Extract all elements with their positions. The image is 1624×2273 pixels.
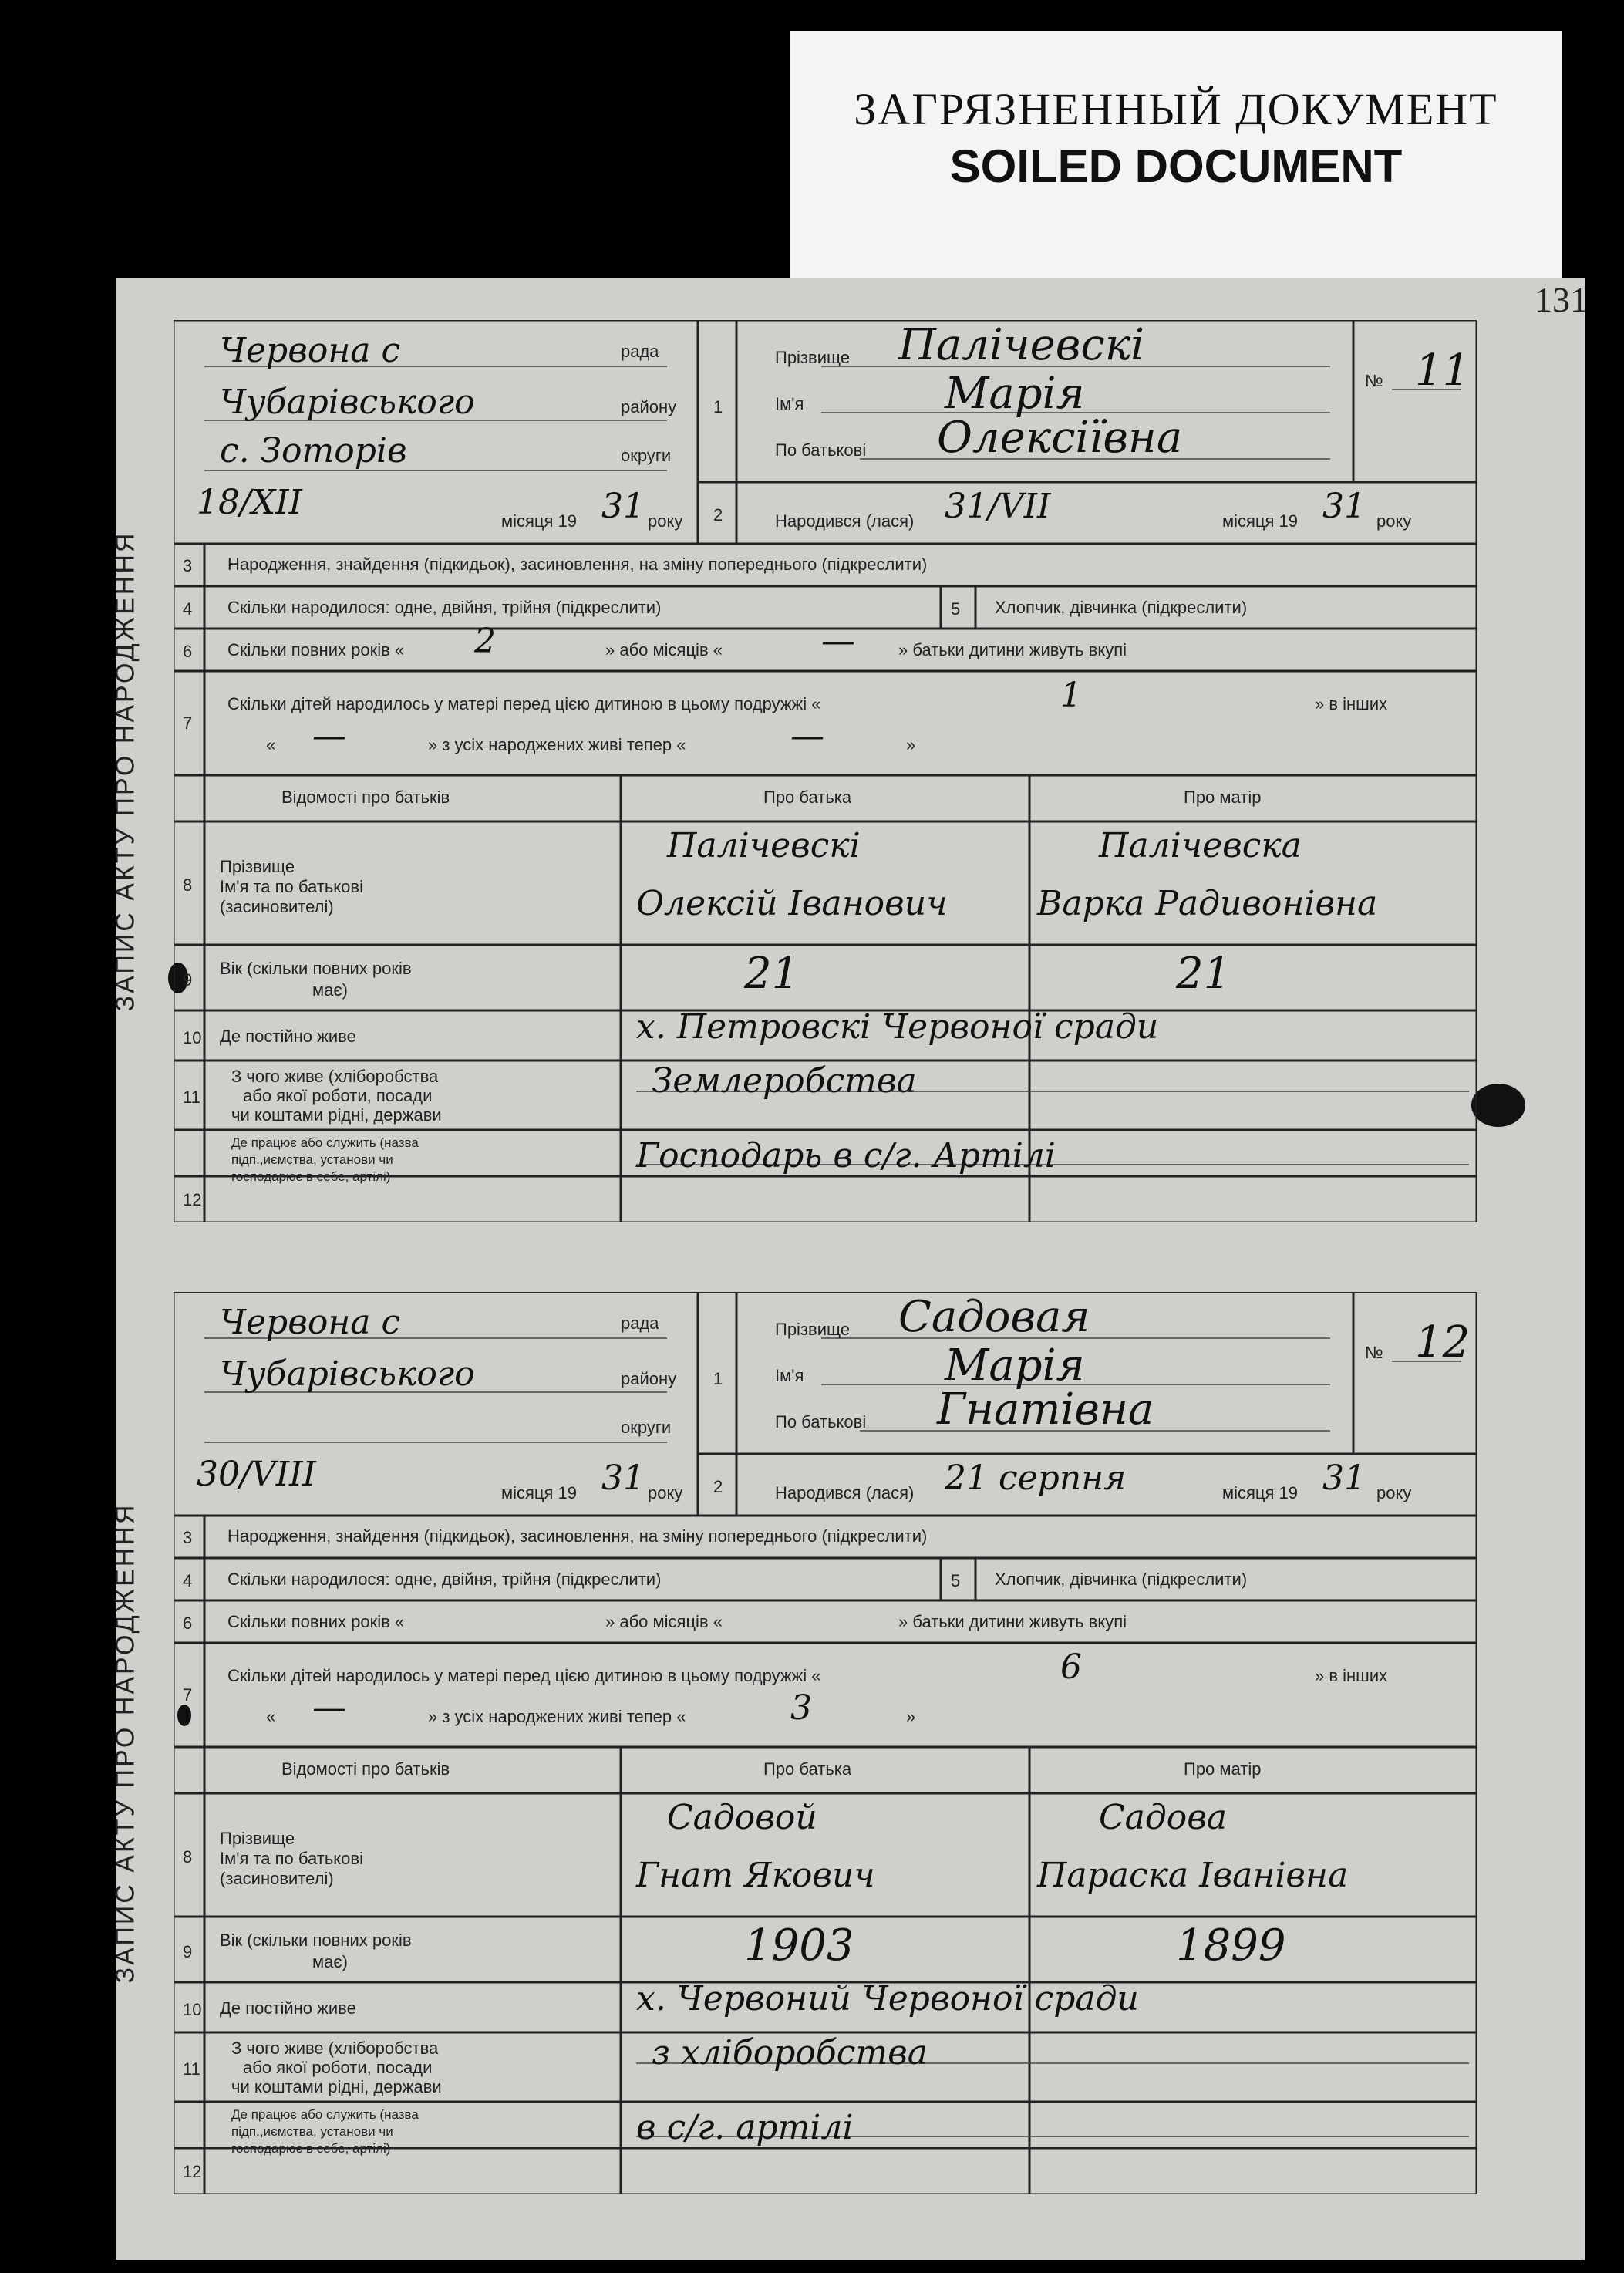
father-surname: Садовой	[667, 1798, 817, 1837]
birth-record-11	[110, 320, 1477, 1222]
row-number: 11	[183, 1088, 200, 1107]
workplace-label: Де працює або служить (назва	[231, 1135, 419, 1150]
registration-year: 31	[601, 487, 645, 526]
row-number: 9	[183, 970, 193, 990]
record-number: 11	[1415, 346, 1471, 396]
row-number: 11	[183, 2059, 200, 2079]
born-label: Народився (лася)	[775, 1483, 915, 1502]
stain	[1471, 1084, 1525, 1127]
sex-text: Хлопчик, дівчинка (підкреслити)	[995, 1570, 1248, 1589]
row-number: 3	[183, 1528, 193, 1547]
rada-label: рада	[621, 342, 659, 361]
raion-label: району	[621, 397, 677, 416]
mother-name: Параска Іванівна	[1037, 1856, 1349, 1895]
years-together-label: Скільки повних років «	[227, 640, 405, 659]
quote-close: »	[906, 735, 916, 754]
record-number: 12	[1415, 1317, 1471, 1368]
child-name: Марія	[945, 369, 1085, 419]
reg-month-label: місяця 19	[501, 511, 578, 531]
mother-name: Варка Радивонівна	[1037, 884, 1378, 923]
rada-value: Червона с	[220, 1303, 401, 1342]
father-name: Олексій Іванович	[636, 884, 948, 923]
child-surname: Палічевскі	[898, 320, 1145, 370]
parent-name-label: Ім'я та по батькові	[220, 1849, 363, 1868]
children-alive: 3	[790, 1688, 812, 1728]
children-before-label: Скільки дітей народилось у матері перед цією дитиною в цьому подружжі «	[227, 1666, 821, 1685]
event-type-text: Народження, знайдення (підкидьок), засиновлення, на зміну попереднього (підкреслити)	[227, 555, 928, 574]
children-before: 1	[1060, 676, 1082, 715]
patronymic-label: По батькові	[775, 440, 867, 460]
stamp-russian: ЗАГРЯЗНЕННЫЙ ДОКУМЕНТ	[854, 84, 1498, 134]
mother-surname: Палічевска	[1099, 826, 1302, 865]
mother-surname: Садова	[1099, 1798, 1228, 1837]
children-alive-label: » з усіх народжених живі тепер «	[428, 1707, 686, 1726]
age-label: Вік (скільки повних років	[220, 959, 412, 978]
mother-header: Про матір	[1184, 787, 1262, 807]
event-type-text: Народження, знайдення (підкидьок), засиновлення, на зміну попереднього (підкреслити)	[227, 1526, 928, 1546]
children-other: —	[312, 1688, 346, 1728]
occupation: з хліборобства	[652, 2033, 928, 2072]
births-count-text: Скільки народилося: одне, двійня, трійня (підкреслити)	[227, 598, 662, 617]
surname-label: Прізвище	[775, 348, 851, 367]
mother-age: 21	[1176, 949, 1231, 999]
occupation: Землеробства	[652, 1061, 917, 1101]
okrug-value: с. Зоторів	[220, 431, 407, 470]
stamp-english: SOILED DOCUMENT	[949, 140, 1403, 192]
number-label: №	[1365, 1343, 1383, 1362]
number-label: №	[1365, 371, 1383, 390]
father-age: 21	[744, 949, 800, 999]
father-name: Гнат Якович	[636, 1856, 875, 1895]
side-title: ЗАПИС АКТУ ПРО НАРОДЖЕННЯ	[110, 531, 140, 1012]
raion-label: району	[621, 1369, 677, 1388]
child-surname: Садовая	[898, 1292, 1090, 1342]
born-label: Народився (лася)	[775, 511, 915, 531]
row-number: 2	[713, 1477, 723, 1496]
living-together-label: » батьки дитини живуть вкупі	[898, 1612, 1127, 1631]
okrug-label: округи	[621, 1418, 672, 1437]
workplace-label-3: господарює в себе, артілі)	[231, 2141, 391, 2156]
row-number: 8	[183, 1847, 193, 1867]
birth-month-label: місяця 19	[1222, 511, 1299, 531]
occupation-label-3: чи коштами рідні, держави	[231, 1105, 442, 1125]
side-title: ЗАПИС АКТУ ПРО НАРОДЖЕННЯ	[110, 1502, 140, 1984]
row-number: 5	[951, 1571, 961, 1590]
workplace-label-2: підп.,иємства, установи чи	[231, 2124, 393, 2139]
parent-surname-label: Прізвище	[220, 1829, 295, 1848]
row-number: 3	[183, 556, 193, 575]
adoptive-label: (засиновителі)	[220, 1869, 334, 1888]
row-number: 10	[183, 2000, 202, 2019]
reg-year-label: року	[648, 1483, 683, 1502]
residence: х. Червоний Червоної сради	[636, 1979, 1139, 2018]
months-together-label: » або місяців «	[605, 1612, 723, 1631]
row-number: 1	[713, 397, 723, 416]
parents-header: Відомості про батьків	[281, 1759, 450, 1779]
age-label-2: має)	[312, 1952, 348, 1971]
reg-year-label: року	[648, 511, 683, 531]
row-number: 7	[183, 713, 193, 733]
occupation-label-2: або якої роботи, посади	[243, 1086, 433, 1105]
row-number: 6	[183, 642, 193, 661]
parent-surname-label: Прізвище	[220, 857, 295, 876]
children-alive: —	[790, 717, 824, 756]
birth-date: 21 серпня	[945, 1459, 1127, 1498]
parent-name-label: Ім'я та по батькові	[220, 877, 363, 896]
age-label: Вік (скільки повних років	[220, 1931, 412, 1950]
raion-value: Чубарівського	[220, 383, 475, 422]
child-patronymic: Олексіївна	[937, 413, 1183, 463]
surname-label: Прізвище	[775, 1320, 851, 1339]
birth-year: 31	[1322, 487, 1366, 526]
row-number: 10	[183, 1028, 202, 1047]
children-alive-label: » з усіх народжених живі тепер «	[428, 735, 686, 754]
row-number: 2	[713, 505, 723, 524]
rada-label: рада	[621, 1314, 659, 1333]
birth-year-label: року	[1376, 1483, 1412, 1502]
quote-open: «	[266, 1707, 276, 1726]
child-name: Марія	[945, 1341, 1085, 1391]
residence-label: Де постійно живе	[220, 1027, 356, 1046]
row-number: 1	[713, 1369, 723, 1388]
age-label-2: має)	[312, 980, 348, 1000]
children-before-label: Скільки дітей народилось у матері перед цією дитиною в цьому подружжі «	[227, 694, 821, 713]
row-number: 12	[183, 2162, 202, 2181]
okrug-label: округи	[621, 446, 672, 465]
mother-age: 1899	[1176, 1921, 1286, 1971]
years-together-label: Скільки повних років «	[227, 1612, 405, 1631]
father-age: 1903	[744, 1921, 854, 1971]
residence: х. Петровскі Червоної сради	[636, 1007, 1159, 1047]
registration-date: 18/XII	[197, 483, 302, 522]
children-before: 6	[1060, 1647, 1082, 1687]
workplace-label-2: підп.,иємства, установи чи	[231, 1152, 393, 1167]
quote-open: «	[266, 735, 276, 754]
reg-month-label: місяця 19	[501, 1483, 578, 1502]
quote-close: »	[906, 1707, 916, 1726]
row-number: 9	[183, 1942, 193, 1961]
months-together: —	[821, 622, 855, 661]
occupation-label-3: чи коштами рідні, держави	[231, 2077, 442, 2096]
row-number: 4	[183, 1571, 193, 1590]
birth-record-12	[110, 1292, 1477, 2194]
mother-header: Про матір	[1184, 1759, 1262, 1779]
workplace-label-3: господарює в себе, артілі)	[231, 1169, 391, 1184]
row-number: 5	[951, 599, 961, 619]
living-together-label: » батьки дитини живуть вкупі	[898, 640, 1127, 659]
adoptive-label: (засиновителі)	[220, 897, 334, 916]
sex-text: Хлопчик, дівчинка (підкреслити)	[995, 598, 1248, 617]
row-number: 6	[183, 1614, 193, 1633]
child-patronymic: Гнатівна	[937, 1384, 1154, 1435]
rada-value: Червона с	[220, 331, 401, 370]
folio-number: 131	[1535, 280, 1588, 319]
registration-date: 30/VIII	[197, 1455, 316, 1494]
row-number: 12	[183, 1190, 202, 1209]
name-label: Ім'я	[775, 394, 804, 413]
row-number: 8	[183, 875, 193, 895]
birth-date: 31/VII	[945, 487, 1051, 526]
patronymic-label: По батькові	[775, 1412, 867, 1432]
birth-year: 31	[1322, 1459, 1366, 1498]
children-other: —	[312, 717, 346, 756]
workplace: в с/г. артілі	[636, 2108, 854, 2147]
registration-year: 31	[601, 1459, 645, 1498]
children-other-label: » в інших	[1315, 694, 1388, 713]
workplace: Господарь в с/г. Артілі	[636, 1136, 1056, 1175]
birth-month-label: місяця 19	[1222, 1483, 1299, 1502]
name-label: Ім'я	[775, 1366, 804, 1385]
months-together-label: » або місяців «	[605, 640, 723, 659]
occupation-label: З чого живе (хліборобства	[231, 1067, 439, 1086]
row-number: 4	[183, 599, 193, 619]
father-header: Про батька	[763, 787, 852, 807]
residence-label: Де постійно живе	[220, 1998, 356, 2018]
occupation-label-2: або якої роботи, посади	[243, 2058, 433, 2077]
parents-header: Відомості про батьків	[281, 787, 450, 807]
row-number: 7	[183, 1685, 193, 1705]
workplace-label: Де працює або служить (назва	[231, 2107, 419, 2122]
births-count-text: Скільки народилося: одне, двійня, трійня (підкреслити)	[227, 1570, 662, 1589]
birth-year-label: року	[1376, 511, 1412, 531]
father-surname: Палічевскі	[667, 826, 861, 865]
years-together: 2	[474, 622, 496, 661]
children-other-label: » в інших	[1315, 1666, 1388, 1685]
soiled-document-stamp	[790, 31, 1562, 293]
occupation-label: З чого живе (хліборобства	[231, 2039, 439, 2058]
raion-value: Чубарівського	[220, 1354, 475, 1394]
father-header: Про батька	[763, 1759, 852, 1779]
